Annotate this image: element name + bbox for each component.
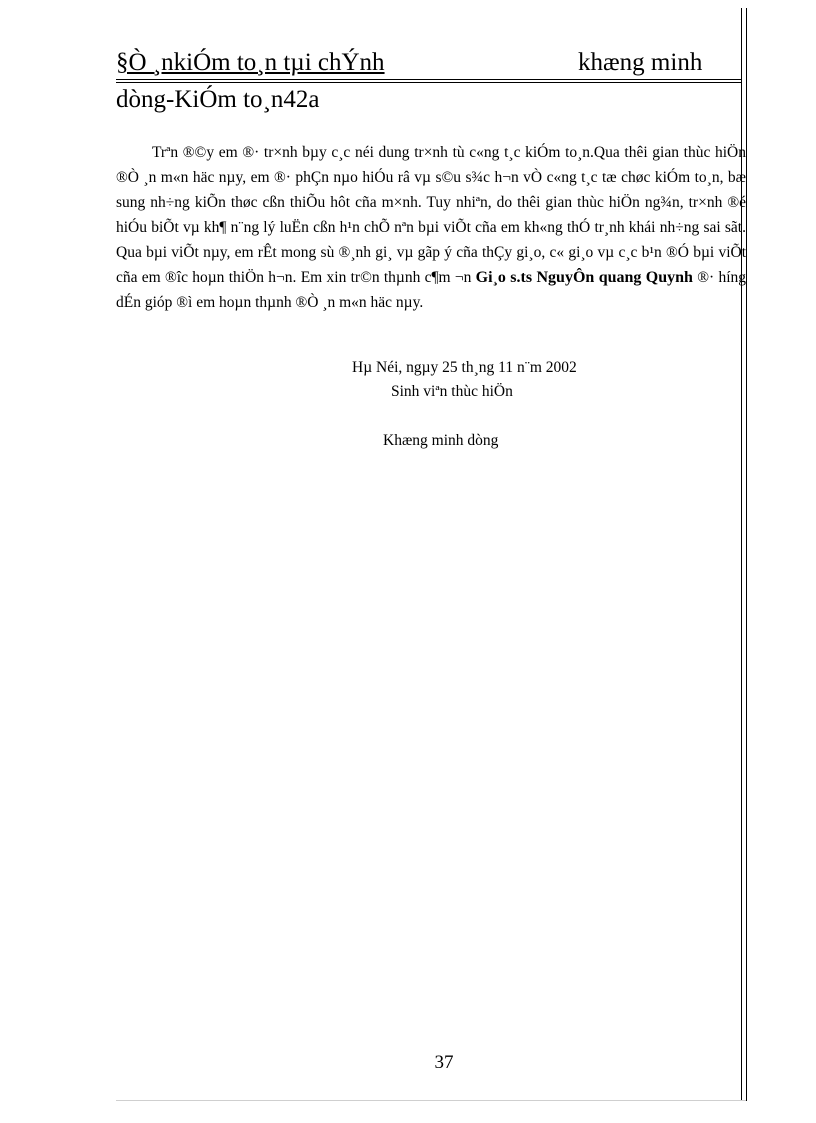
header-author: khæng minh <box>578 49 703 76</box>
conclusion-paragraph <box>116 140 746 315</box>
header-title-left: §Ò ¸nkiÓm to¸n tµi chÝnh <box>116 49 385 76</box>
page-border-bottom <box>116 1100 746 1101</box>
paragraph-text-start: Trªn ®©y em ®· tr×nh bµy c¸c néi dung tr×nh tù c«ng t¸c kiÓm to¸n.Qua thêi gian thùc hiÖn ®Ò ¸n m«n häc nµy, em ®· phÇn nµo hiÓu râ vµ s©u s¾c h¬n vÒ c«ng t¸c tæ chøc kiÓm to¸n, bæ sung nh÷ng kiÕn thøc cßn thiÕu hôt cña m×nh. Tuy nhiªn, do thêi gian thùc hiÖn ng¾n, tr×nh ®é hiÓu biÕt vµ kh¶ n¨ng lý luËn cßn h¹n chÕ nªn bµi viÕt cña em kh«ng thÓ tr¸nh khái nh÷ng sai sãt. Qua bµi viÕt nµy, em rÊt mong sù ®¸nh gi¸ vµ gãp ý cña thÇy gi¸o, c« gi¸o vµ c¸c b¹n ®Ó bµi viÕt cña em ®îc hoµn thiÖn h¬n. Em xin tr©n thµnh c¶m ¬n <box>116 144 746 286</box>
page-number: 37 <box>434 1052 454 1073</box>
signature-role: Sinh viªn thùc hiÖn <box>391 383 513 400</box>
header-subtitle: dòng-KiÓm to¸n42a <box>116 86 320 113</box>
signature-name: Khæng minh dòng <box>383 432 499 449</box>
supervisor-name: Gi¸o s.ts NguyÔn quang Quynh <box>475 269 693 286</box>
paragraph-text-end: ®· híng dÉn gióp ®ì em hoµn thµnh ®Ò ¸n m«n häc nµy. <box>116 269 746 311</box>
running-header <box>116 48 741 115</box>
signature-date: Hµ Néi, ngµy 25 th¸ng 11 n¨m 2002 <box>352 359 577 376</box>
header-rule <box>116 48 741 80</box>
